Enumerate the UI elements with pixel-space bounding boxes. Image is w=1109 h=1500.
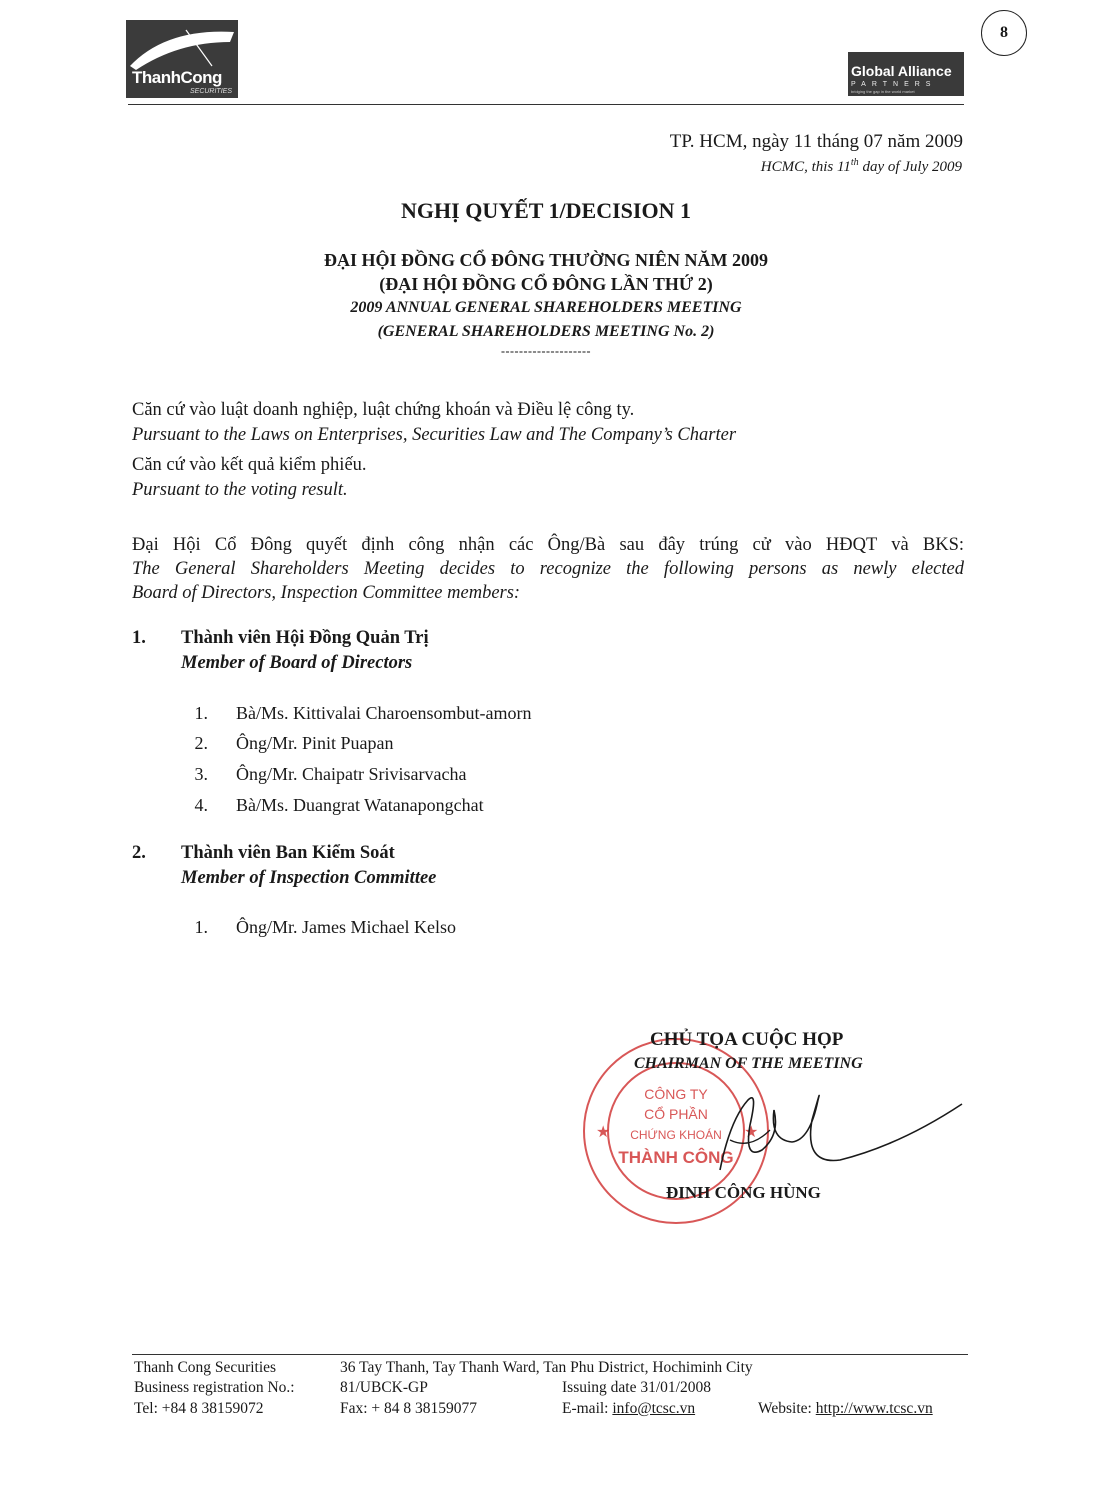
- list-item: Bà/Ms. Duangrat Watanapongchat: [236, 795, 484, 815]
- footer-fax: Fax: + 84 8 38159077: [340, 1400, 478, 1417]
- list-item-number: 1.: [194, 703, 208, 723]
- list-item-number: 3.: [194, 764, 208, 784]
- footer-reg-no: 81/UBCK-GP: [340, 1379, 428, 1396]
- footer-divider: [132, 1354, 968, 1355]
- basis-en-2: Pursuant to the voting result.: [132, 480, 348, 500]
- heading-separator: --------------------: [501, 344, 591, 358]
- section-title-vi: Thành viên Ban Kiểm Soát: [181, 843, 395, 863]
- logo-sub: SECURITIES: [189, 88, 232, 95]
- section-number: 1.: [132, 628, 146, 648]
- footer-tel: Tel: +84 8 38159072: [134, 1400, 264, 1417]
- signer-name: ĐINH CÔNG HÙNG: [666, 1183, 821, 1202]
- section-title-en: Member of Board of Directors: [181, 653, 413, 673]
- meeting-title-en: 2009 ANNUAL GENERAL SHAREHOLDERS MEETING: [350, 299, 742, 316]
- website-link[interactable]: http://www.tcsc.vn: [815, 1400, 933, 1417]
- signature-title-en: CHAIRMAN OF THE MEETING: [634, 1055, 863, 1072]
- svg-text:CHỨNG KHOÁN: CHỨNG KHOÁN: [630, 1128, 722, 1142]
- ga-logo-name: Global Alliance: [851, 63, 952, 79]
- section-title-vi: Thành viên Hội Đồng Quản Trị: [181, 628, 429, 648]
- list-item-number: 4.: [194, 795, 208, 815]
- decision-en-line2: Board of Directors, Inspection Committee members:: [132, 583, 521, 603]
- svg-text:CỔ PHẦN: CỔ PHẦN: [644, 1106, 708, 1122]
- logo-name: ThanhCong: [132, 68, 222, 87]
- email-link[interactable]: info@tcsc.vn: [612, 1400, 696, 1417]
- footer-reg-label: Business registration No.:: [134, 1379, 295, 1396]
- basis-vi-2: Căn cứ vào kết quả kiểm phiếu.: [132, 455, 367, 475]
- signature-title-vi: CHỦ TỌA CUỘC HỌP: [650, 1029, 844, 1050]
- footer-company: Thanh Cong Securities: [134, 1359, 277, 1376]
- svg-text:THÀNH CÔNG: THÀNH CÔNG: [618, 1148, 734, 1167]
- svg-text:★: ★: [596, 1124, 611, 1141]
- decision-vi: Đại Hội Cổ Đông quyết định công nhận các Ông/Bà sau đây trúng cử vào HĐQT và BKS:: [132, 535, 964, 555]
- section-number: 2.: [132, 843, 146, 863]
- basis-en-1: Pursuant to the Laws on Enterprises, Securities Law and The Company’s Charter: [132, 425, 737, 445]
- meeting-subtitle-vi: (ĐẠI HỘI ĐỒNG CỔ ĐÔNG LẦN THỨ 2): [379, 274, 713, 294]
- footer-email: E-mail: info@tcsc.vn: [562, 1400, 696, 1417]
- list-item-number: 2.: [194, 733, 208, 753]
- page-number-badge: 8: [981, 10, 1027, 56]
- document-title: NGHỊ QUYẾT 1/DECISION 1: [401, 198, 691, 223]
- handwritten-signature: [700, 1080, 970, 1190]
- ga-logo-tagline: bridging the gap in the world market: [851, 89, 915, 94]
- global-alliance-logo: [848, 52, 964, 96]
- decision-en-line1: The General Shareholders Meeting decides to recognize the following persons as newly elected: [132, 559, 964, 579]
- meeting-subtitle-en: (GENERAL SHAREHOLDERS MEETING No. 2): [377, 323, 715, 340]
- svg-text:CÔNG TY: CÔNG TY: [644, 1086, 708, 1102]
- date-vi: TP. HCM, ngày 11 tháng 07 năm 2009: [669, 131, 963, 152]
- list-item: Bà/Ms. Kittivalai Charoensombut-amorn: [236, 703, 532, 723]
- meeting-title-vi: ĐẠI HỘI ĐỒNG CỔ ĐÔNG THƯỜNG NIÊN NĂM 2009: [323, 250, 768, 270]
- ga-logo-partners: PARTNERS: [851, 81, 937, 88]
- footer-address: 36 Tay Thanh, Tay Thanh Ward, Tan Phu District, Hochiminh City: [340, 1359, 753, 1376]
- list-item-number: 1.: [194, 917, 208, 937]
- header-divider: [128, 104, 964, 105]
- list-item: Ông/Mr. James Michael Kelso: [236, 917, 456, 937]
- list-item: Ông/Mr. Pinit Puapan: [236, 733, 394, 753]
- section-title-en: Member of Inspection Committee: [181, 868, 437, 888]
- list-item: Ông/Mr. Chaipatr Srivisarvacha: [236, 764, 467, 784]
- svg-text:★: ★: [744, 1124, 759, 1141]
- footer-website: Website: http://www.tcsc.vn: [758, 1400, 933, 1417]
- basis-vi-1: Căn cứ vào luật doanh nghiệp, luật chứng khoán và Điều lệ công ty.: [132, 400, 635, 420]
- date-en: HCMC, this 11th day of July 2009: [760, 157, 962, 175]
- footer-issuing-date: Issuing date 31/01/2008: [562, 1379, 711, 1396]
- thanhcong-logo: [126, 20, 238, 98]
